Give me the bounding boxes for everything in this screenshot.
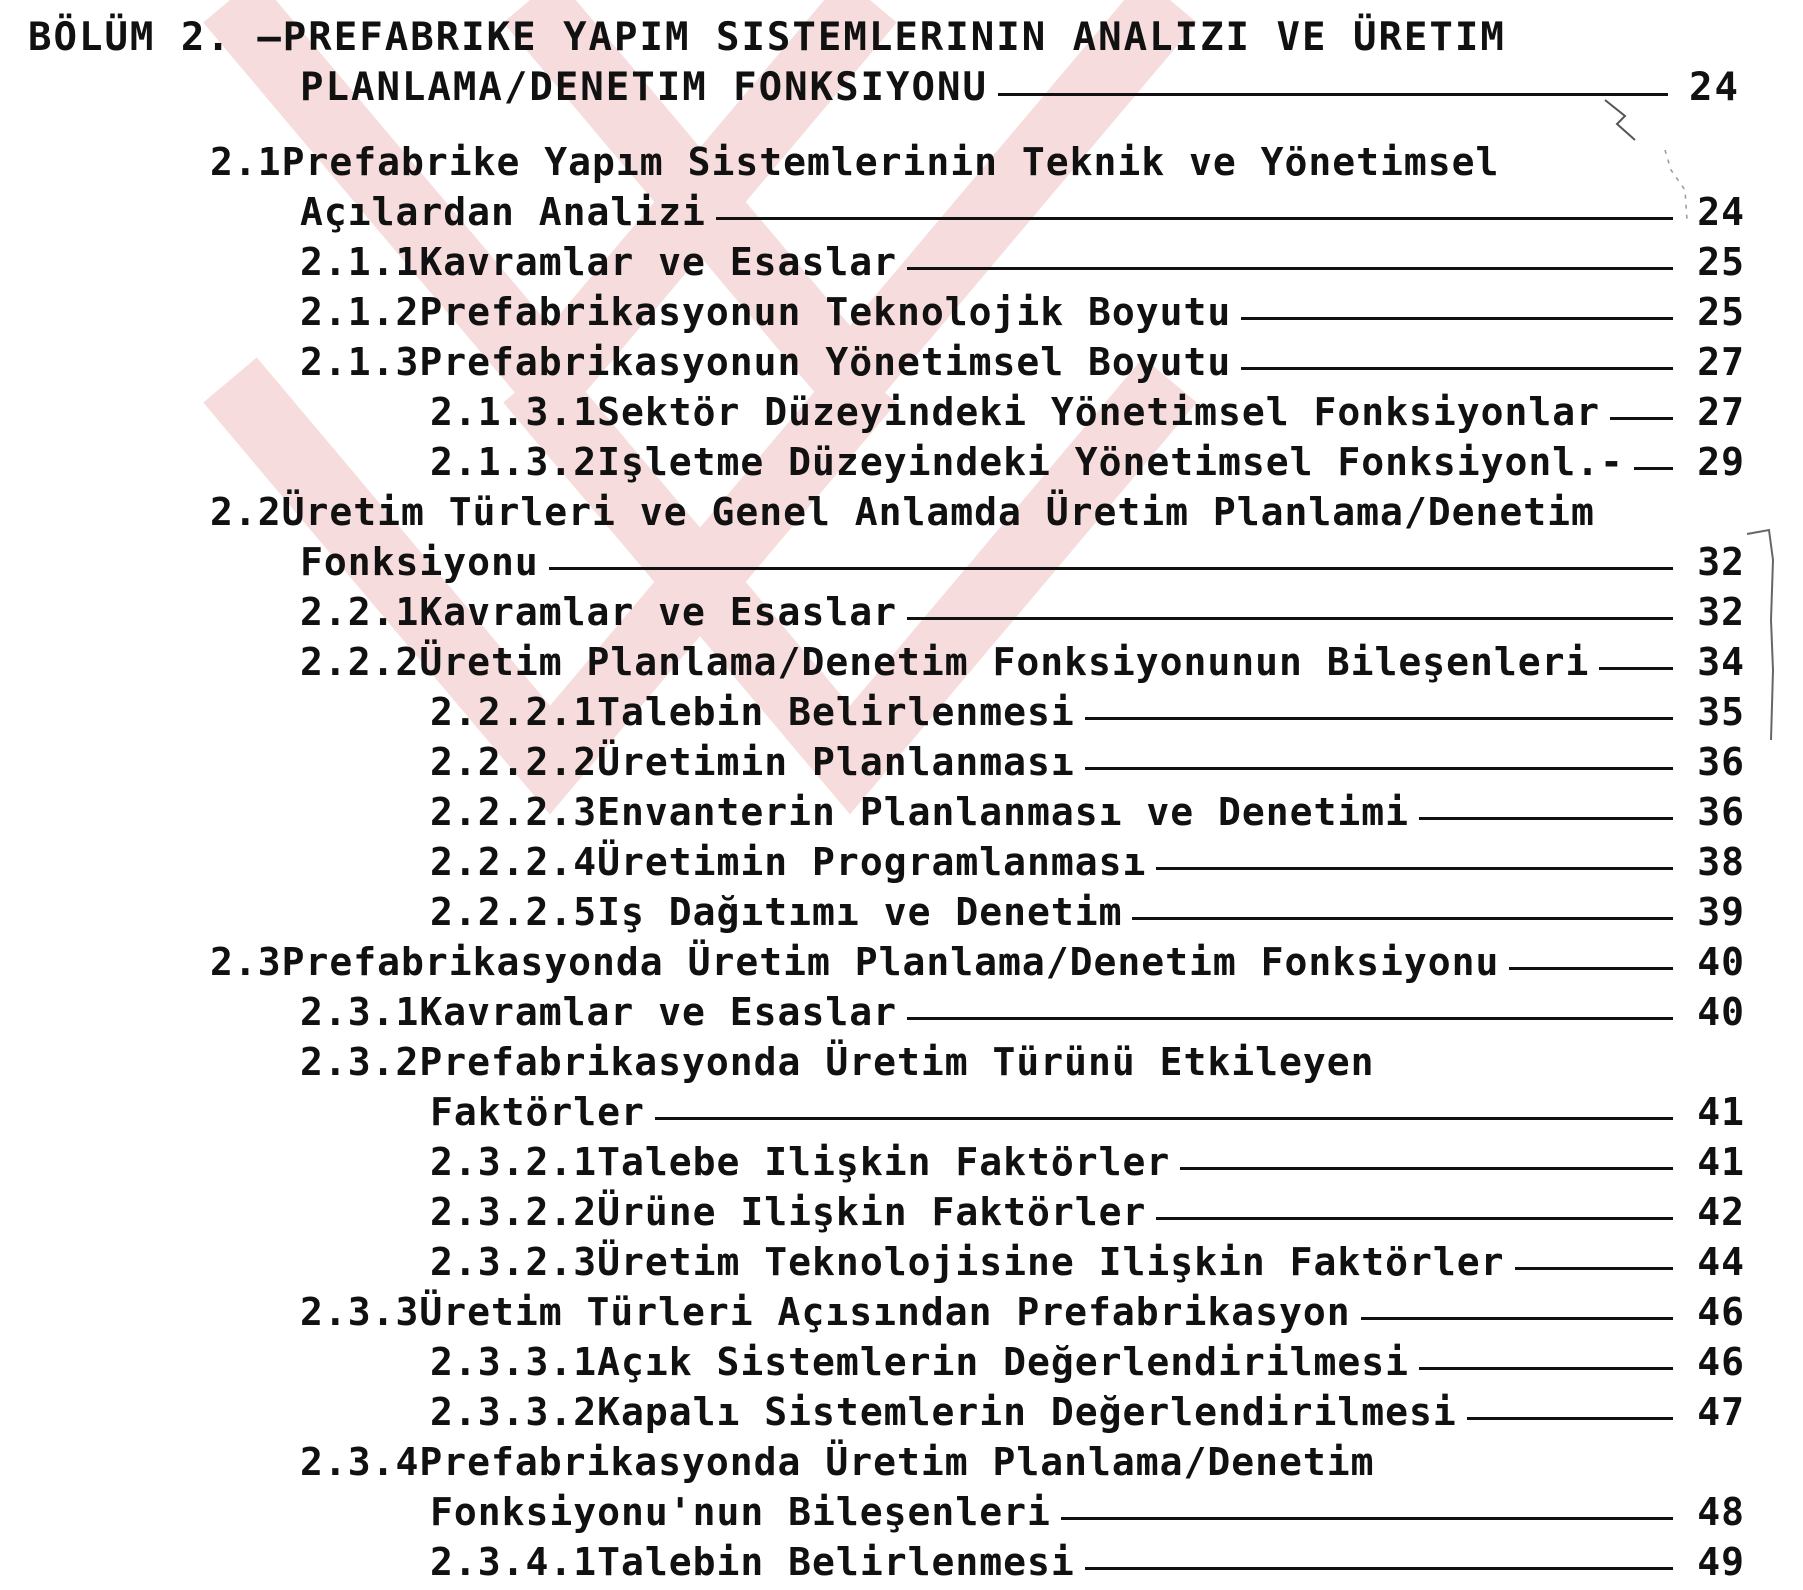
leader-line [1419, 1367, 1673, 1370]
toc-entry-page-number: 25 [1697, 290, 1745, 334]
leader-line [998, 93, 1668, 96]
toc-entry-page-number: 24 [1697, 190, 1745, 234]
toc-entry[interactable] [300, 338, 1745, 384]
toc-entry-title: Kavramlar ve Esaslar [419, 590, 897, 634]
leader-line [1132, 917, 1673, 920]
leader-line [907, 1017, 1673, 1020]
toc-entry-page-number: 39 [1697, 890, 1745, 934]
toc-entry-page-number: 40 [1697, 990, 1745, 1034]
toc-entry-number: 2.1.2 [300, 290, 420, 334]
toc-entry[interactable] [430, 1388, 1745, 1434]
leader-line [1610, 417, 1673, 420]
toc-entry-number: 2.1.3.2 [430, 440, 598, 484]
toc-entry-title: Talebin Belirlenmesi [597, 1540, 1075, 1584]
toc-entry[interactable] [430, 1338, 1745, 1384]
toc-entry-continuation[interactable] [430, 1088, 1745, 1134]
leader-line [549, 567, 1673, 570]
toc-entry-title-continuation: Açılardan Analizi [300, 190, 706, 234]
toc-entry-page-number: 27 [1697, 340, 1745, 384]
toc-entry[interactable] [300, 1438, 1745, 1484]
leader-line [1599, 667, 1673, 670]
leader-line [1085, 767, 1673, 770]
toc-entry-number: 2.1 [210, 140, 282, 184]
toc-entry-title-continuation: Fonksiyonu'nun Bileşenleri [430, 1490, 1051, 1534]
toc-entry-number: 2.3.2.2 [430, 1190, 598, 1234]
toc-entry-page-number: 32 [1697, 540, 1745, 584]
toc-entry-title: Işletme Düzeyindeki Yönetimsel Fonksiyonl.- [597, 440, 1624, 484]
chapter-heading-continuation [300, 64, 1740, 110]
toc-entry-title: Prefabrikasyonun Teknolojik Boyutu [419, 290, 1232, 334]
toc-entry-page-number: 27 [1697, 390, 1745, 434]
toc-entry-number: 2.3.3.1 [430, 1340, 598, 1384]
toc-entry-page-number: 44 [1697, 1240, 1745, 1284]
toc-entry-number: 2.2.2.2 [430, 740, 598, 784]
leader-line [1241, 317, 1673, 320]
toc-entry-page-number: 49 [1697, 1540, 1745, 1584]
toc-entry-title: Prefabrikasyonda Üretim Planlama/Denetim [419, 1440, 1375, 1484]
toc-entry[interactable] [430, 688, 1745, 734]
toc-entry[interactable] [300, 238, 1745, 284]
toc-entry-title: Üretim Türleri Açısından Prefabrikasyon [419, 1290, 1351, 1334]
toc-entry-title: Üretimin Planlanması [597, 740, 1075, 784]
toc-entry-number: 2.2.2 [300, 640, 420, 684]
toc-entry[interactable] [300, 638, 1745, 684]
toc-entry-number: 2.1.3 [300, 340, 420, 384]
toc-entry[interactable] [210, 488, 1745, 534]
toc-entry-page-number: 29 [1697, 440, 1745, 484]
toc-entry-continuation[interactable] [300, 538, 1745, 584]
leader-line [1085, 1567, 1673, 1570]
leader-line [655, 1117, 1673, 1120]
toc-entry-title: Üretim Planlama/Denetim Fonksiyonunun Bileşenleri [419, 640, 1590, 684]
toc-entry-page-number: 46 [1697, 1340, 1745, 1384]
toc-entry-number: 2.1.1 [300, 240, 420, 284]
toc-entry-title: Prefabrikasyonda Üretim Planlama/Denetim Fonksiyonu [281, 940, 1500, 984]
toc-entry[interactable] [300, 288, 1745, 334]
toc-entry[interactable] [430, 888, 1745, 934]
leader-line [716, 217, 1673, 220]
toc-entry-number: 2.2.2.3 [430, 790, 598, 834]
toc-entry-continuation[interactable] [300, 188, 1745, 234]
toc-entry[interactable] [430, 1538, 1745, 1584]
toc-entry-number: 2.3 [210, 940, 282, 984]
toc-entry-continuation[interactable] [430, 1488, 1745, 1534]
chapter-title-continuation: PLANLAMA/DENETIM FONKSIYONU [300, 65, 988, 110]
toc-entry[interactable] [430, 788, 1745, 834]
toc-entry-title: Ürüne Ilişkin Faktörler [597, 1190, 1147, 1234]
toc-entry-number: 2.3.4 [300, 1440, 420, 1484]
toc-entry-title: Iş Dağıtımı ve Denetim [597, 890, 1123, 934]
toc-entry-title: Açık Sistemlerin Değerlendirilmesi [597, 1340, 1410, 1384]
toc-entry[interactable] [430, 738, 1745, 784]
chapter-heading [28, 14, 1506, 60]
toc-entry-title-continuation: Faktörler [430, 1090, 645, 1134]
toc-entry[interactable] [430, 388, 1745, 434]
leader-line [1241, 367, 1673, 370]
leader-line [1061, 1517, 1673, 1520]
toc-entry-page-number: 35 [1697, 690, 1745, 734]
toc-entry[interactable] [210, 938, 1745, 984]
toc-entry-number: 2.3.2.1 [430, 1140, 598, 1184]
toc-entry-number: 2.3.1 [300, 990, 420, 1034]
toc-entry-title: Envanterin Planlanması ve Denetimi [597, 790, 1410, 834]
leader-line [1509, 967, 1673, 970]
toc-entry-page-number: 47 [1697, 1390, 1745, 1434]
toc-entry-title: Talebin Belirlenmesi [597, 690, 1075, 734]
toc-entry-number: 2.3.2.3 [430, 1240, 598, 1284]
toc-entry-page-number: 41 [1697, 1090, 1745, 1134]
toc-entry-title: Prefabrikasyonda Üretim Türünü Etkileyen [419, 1040, 1375, 1084]
leader-line [1156, 1217, 1673, 1220]
toc-entry[interactable] [430, 438, 1745, 484]
leader-line [1180, 1167, 1673, 1170]
toc-entry-title: Kavramlar ve Esaslar [419, 990, 897, 1034]
leader-line [1419, 817, 1673, 820]
toc-entry[interactable] [300, 1288, 1745, 1334]
toc-entry-page-number: 38 [1697, 840, 1745, 884]
toc-entry-page-number: 32 [1697, 590, 1745, 634]
leader-line [1085, 717, 1673, 720]
toc-entry-page-number: 36 [1697, 740, 1745, 784]
toc-entry-title: Sektör Düzeyindeki Yönetimsel Fonksiyonlar [597, 390, 1601, 434]
toc-entry-number: 2.2.2.4 [430, 840, 598, 884]
toc-entry-number: 2.2.2.5 [430, 890, 598, 934]
toc-entry-page-number: 25 [1697, 240, 1745, 284]
leader-line [1515, 1267, 1673, 1270]
toc-entry-page-number: 48 [1697, 1490, 1745, 1534]
toc-entry-page-number: 42 [1697, 1190, 1745, 1234]
chapter-page-number: 24 [1689, 65, 1740, 110]
toc-entry[interactable] [430, 1188, 1745, 1234]
toc-entry-number: 2.3.3 [300, 1290, 420, 1334]
toc-entry-number: 2.1.3.1 [430, 390, 598, 434]
toc-entry-page-number: 34 [1697, 640, 1745, 684]
toc-entry-page-number: 36 [1697, 790, 1745, 834]
chapter-title: BÖLÜM 2. –PREFABRIKE YAPIM SISTEMLERININ ANALIZI VE ÜRETIM [28, 15, 1506, 60]
toc-entry-number: 2.3.4.1 [430, 1540, 598, 1584]
toc-entry[interactable] [430, 838, 1745, 884]
toc-entry-page-number: 40 [1697, 940, 1745, 984]
leader-line [1361, 1317, 1673, 1320]
toc-entry-number: 2.2.1 [300, 590, 420, 634]
toc-entry-title: Kapalı Sistemlerin Değerlendirilmesi [597, 1390, 1457, 1434]
toc-entry-title: Üretimin Programlanması [597, 840, 1147, 884]
toc-entry-number: 2.3.3.2 [430, 1390, 598, 1434]
toc-entry[interactable] [210, 138, 1745, 184]
toc-entry-title: Prefabrike Yapım Sistemlerinin Teknik ve Yönetimsel [281, 140, 1500, 184]
toc-entry-number: 2.3.2 [300, 1040, 420, 1084]
toc-entry[interactable] [430, 1238, 1745, 1284]
toc-entry-title-continuation: Fonksiyonu [300, 540, 539, 584]
leader-line [1634, 467, 1673, 470]
leader-line [1156, 867, 1673, 870]
toc-entry-title: Prefabrikasyonun Yönetimsel Boyutu [419, 340, 1232, 384]
leader-line [907, 267, 1673, 270]
toc-entry-number: 2.2.2.1 [430, 690, 598, 734]
leader-line [907, 617, 1673, 620]
toc-entry-title: Kavramlar ve Esaslar [419, 240, 897, 284]
toc-entry-title: Üretim Türleri ve Genel Anlamda Üretim Planlama/Denetim [281, 490, 1595, 534]
toc-entry-title: Üretim Teknolojisine Ilişkin Faktörler [597, 1240, 1505, 1284]
toc-entry[interactable] [300, 988, 1745, 1034]
toc-entry-page-number: 46 [1697, 1290, 1745, 1334]
toc-entry[interactable] [430, 1138, 1745, 1184]
toc-entry[interactable] [300, 1038, 1745, 1084]
toc-entry-number: 2.2 [210, 490, 282, 534]
leader-line [1467, 1417, 1673, 1420]
toc-entry-title: Talebe Ilişkin Faktörler [597, 1140, 1171, 1184]
toc-entry-page-number: 41 [1697, 1140, 1745, 1184]
toc-entry[interactable] [300, 588, 1745, 634]
